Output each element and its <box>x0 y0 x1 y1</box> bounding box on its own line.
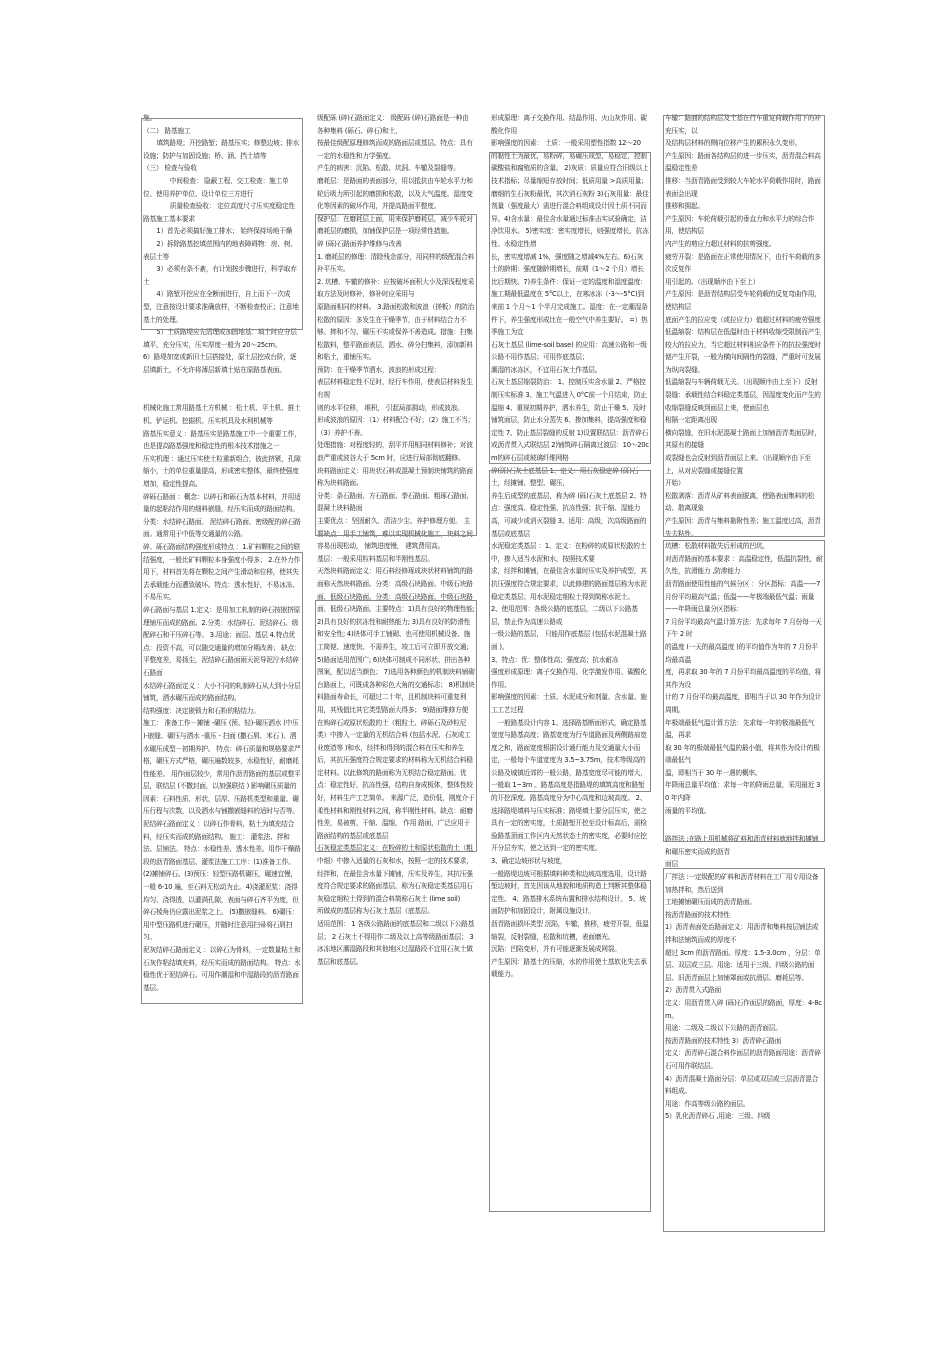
paragraph: 低温缩裂与车辆荷载无关。（出现顺序由上至下）反射裂缝：承载性结合料稳定类基层，因湿度变化而产生的收缩裂缝反映到面层上来，使面层也 <box>665 378 821 412</box>
paragraph: 2、使用范围：各级公路的底基层，二级以下公路基层，禁止作为高速公路或 <box>491 605 638 626</box>
paragraph: 推移和拥起。 <box>665 202 704 211</box>
paragraph: 底面产生的拉应变（或拉应力）值超过材料的疲劳强度 <box>665 315 821 324</box>
paragraph: 一般路堤边坡可根据填料种类和边坡高度选用，设计路堑边坡时，首先因该从地貌和地质构造上判断其整体稳定性。 4、路基排水系统布置和排水结构设计。 5、坡面防护和加固设计，附属设施设计。 <box>491 869 647 916</box>
paragraph: 车辙：路面的结构层及土基在行车重复荷载作用下的补充压实，以 <box>665 114 821 135</box>
paragraph: 开始） <box>665 479 685 488</box>
paragraph: 产生的病害：沉陷、松散、坑洞、车辙及裂缝等。 <box>317 164 460 173</box>
paragraph: 则的水平位移， 堆积， 引起局部拥动，形成波浪。 <box>317 403 464 412</box>
paragraph: 6）路堤加宽或新旧土层搭接处，原土层挖成台阶，逐层填新土，不允许将薄层新填土贴在原路基表面。 <box>143 353 297 374</box>
paragraph: 路基施工基本要求 <box>143 214 195 223</box>
paragraph: 疲劳开裂：是路面在正常使用情况下，由行车荷载的多次反复作 <box>665 252 821 274</box>
paragraph: 4）路堑开挖应在全断面进行，自上而下一次成型，注意按设计要求准确放样，不断检查校正；注意地基土的处理。 <box>143 290 299 324</box>
paragraph: 影响强度的因素：土质、水泥成分和剂量、含水量、施工工艺过程 <box>491 693 647 714</box>
paragraph: 碎砾石路面 ：概念：以碎石和砾石为基本材料，并用适量的起粘结作用的细料嵌缝，经压实而成的路面结构。 <box>143 492 301 514</box>
paragraph: 路基压实意义 ：路基压实是路基施工中一个重要工作，也是提高路基强度和稳定性的根本技术措施之一 <box>143 429 301 451</box>
paragraph: 松散的原因：多发生在干燥季节，由于材料结合力不够、摔和不匀、碾压不实或保养不善造成。措施：扫集松散料，整平路面表层，洒水、碎分扫集料，添加新料和粘土，重铺压实。 <box>317 315 473 362</box>
paragraph: 水泥稳定类基层 ：1、定义：在粉碎的或原状松散的土中，掺入适当水泥和水，按照技术要 <box>491 542 647 563</box>
paragraph: 4）沥青混凝土路面分层：单层或双层或三层沥青混合料组成。 <box>665 1074 819 1096</box>
paragraph: 按沥青路面的技术特性 3）沥青碎石路面 <box>665 1036 782 1045</box>
text-column-3 <box>491 112 649 1242</box>
paragraph: 按沥青路面的技术特性 <box>665 910 730 919</box>
paragraph: 机械化施工常用路基土方机械 ：松土机、平土机、推土机、铲运机、挖掘机、压实机具及水利机械等 <box>143 404 301 426</box>
paragraph: 对沥青路面的基本要求 ：高温稳定性，低温抗裂性，耐久性，抗滑能力 ,防渗能力 <box>665 554 823 576</box>
paragraph: 超过 3cm 的沥青路面。厚度：1.5-3.0cm ，分层：单层、双层或三层。用途：适用于三级、四级公路的面层、旧沥青面层上加铺罩面或抗滑层、磨耗层等。 <box>665 948 821 982</box>
paragraph: 形成波浪的原因：（1）材料配合不好；（2）施工不当；（3）养护不善。 <box>317 416 475 437</box>
paragraph: 年降雨总量平均值：求每一年的降雨总量，采用最近 30 年内降 <box>665 781 821 803</box>
paragraph: 1）沥青表面处治路面定义：用沥青和集料按层铺法或拌和法铺筑而成的厚度不 <box>665 923 819 944</box>
paragraph: 温，即相当于 30 年一遇的概率。 <box>665 768 762 777</box>
paragraph: 保护层：在磨耗层上面，用来保护磨耗层，减少车轮对磨耗层的磨损，加铺保护层是一项经常性措施。 <box>317 214 473 236</box>
paragraph: 横向裂缝，在旧水泥混凝土路面上加铺沥青类面层时，其原有的接缝 <box>665 428 821 450</box>
paragraph: 5）乳化沥青碎石 ,用途：三级、四级 <box>665 1112 771 1121</box>
paragraph: 面层 <box>665 860 678 869</box>
paragraph: 工地摊铺碾压而成的沥青路面。 <box>665 898 756 907</box>
paragraph: 天然块料路面定义：用石料经修琢成块状材料铺筑的路面称天然块料路面。分类：高级石块路面、中级石块路面、低级石块路面。分类：高级石块路面、中级石块路面、低级石块路面。主要特点：1)具有良好的物理性能; 2)具有良好的抗冻性和耐热能力; 3)具有良好的防滑性和安全性; 4)块体可手工铺砌、也可使用机械设备、施工简便、速度快、不需养生，竣工后可立即开放交通； 5)路面适用范围广; 6)块体可制成不同形状、拼出各种图案，配以适当颜色； 7)选用各种颜色的机制块料铺砌台路面上，可既成各种彩色大角的交通标志； 8)机制块料路面寿命长，可超过二十年，且机制块料可重复利用，其残值比其它类型路面大得多； 9)路面维修方便 <box>317 567 475 714</box>
paragraph: 取 30 年的极端最低气温的最小值，将其作为设计的极端最低气 <box>665 743 820 765</box>
paragraph: 沥青路面使用性能的气候分区 ：分区指标：高温——7 月份平均最高气温；低温——年极端最低气温；雨量——年降雨总量分区指标： <box>665 579 821 614</box>
paragraph: 计的 7 月份平均最高温度，即相当于以 30 年作为设计周期。 <box>665 693 822 714</box>
paragraph: 年极端最低气温计算方法：先求每一年的极端最低气温，再求 <box>665 718 815 740</box>
paragraph: 碎石路面与基层 1.定义：是用加工轧制的碎石按嵌挤原理铺压而成的路面。2.分类：水结碎石、泥结碎石、级配碎石和干压碎石等。 3.用途：面层、基层 4.特点优点：投资不高，可以随交通量的增加分期改善； 缺点：平整度差，易扬尘，泥结碎石路面雨天泥导泥泞水结碎石路面 <box>143 605 301 677</box>
paragraph: 厂拌法 :一定级配的矿料和沥青材料在工厂用专用设备加热拌和，然后送到 <box>665 873 819 894</box>
paragraph: 坑槽：松散材料散失后形成的凹坑。 <box>665 542 769 551</box>
paragraph: 2. 坑槽、车辙的修补：应按破坏面积大小及深浅程度采取方法及时修补，修补时应采用与 <box>317 277 475 299</box>
paragraph: 产生原因：路基土的压缩，水的作用使土基软化失去承载能力。 <box>491 957 647 979</box>
paragraph: 3）必须有条不紊，有计划按步骤进行，科学取弃土 <box>143 265 297 286</box>
paragraph: 沉陷：凹陷变形，并有可能逐渐发展成网裂。 <box>491 945 621 954</box>
paragraph: 内产生的剪应力超过材料的抗剪强度。 <box>665 239 776 248</box>
paragraph: 1）首先必须搞好施工排水； 始终保持场地干燥 <box>156 227 293 236</box>
paragraph: 2）拆除路基挖填范围内的地表障碍物：房、树、表层土等 <box>143 239 297 261</box>
paragraph: 用途：二级及二级以下公路的沥青面层。 <box>665 1024 782 1033</box>
paragraph: 定义：沥青碎石混合料作面层的沥青路面用途：沥青碎石可用作联结层。 <box>665 1049 821 1070</box>
paragraph: 原路面相同的材料。 3.路面松散和波浪（搓板）的防治 <box>317 302 475 311</box>
paragraph: 所做成的基层称为石灰土基层（底基层。 <box>317 907 434 916</box>
paragraph: 产生原因：车轮荷载引起的垂直力和水平力的综合作用，使结构层 <box>665 214 815 236</box>
paragraph: 5）土质路堤应先清理或加固地基：填土时应分层填平，充分压实，压实厚度一般为 20～25cm。 <box>143 328 297 349</box>
paragraph: 养生后成型的底基层，称为碎 (砾)石灰土底基层 2、特点：强度高、稳定性强、抗冻性强；抗干缩、湿能力高，可减少或消灭裂缝 3、适用：高级，次高级路面的基层或底基层 <box>491 491 647 538</box>
paragraph: 产生原因：是沥青结构层受车轮荷载的反复弯曲作用，使结构层 <box>665 290 821 311</box>
paragraph: 石灰土基层 (lime-soil base) 的应用：高速公路和一级公路不用作基层；可用作底基层； <box>491 340 647 362</box>
paragraph: 7 月份平均最高气温计算方法：先求每年 7 月份每一天下午 2 时 <box>665 617 822 639</box>
paragraph: 度，再求取 30 年的 7 月份平均最高温度的平均值，将其作为设 <box>665 668 822 689</box>
paragraph: 低温缩裂：结构层在低温时由于材料收缩受限制而产生较大的拉应力，当它超过材料相应条件下的抗拉强度时便产生开裂，一般为横向间隔性的裂缝，严重时可发展为纵向裂缝。 <box>665 328 821 374</box>
paragraph: 碎、砾石路面结构强度形成特点 ：1.矿料颗粒之间的联结强度，一般比矿料颗粒本身强度小得多； 2.在外力作用下，材料首先将在颗粒之间产生滑动和位移，使其失去承载能力而遭致破坏。特点：透水性好，不易冰冻、不易压实。 <box>143 543 301 602</box>
paragraph: 碎 (砾)石路面养护维修与改善 <box>317 239 402 248</box>
paragraph: 长，密实度增减 1%，强度随之增减4%左右。6)石灰土的龄期：强度随龄期增长，前期（1～2 个月）增长比后期快。7)养生条件：保证一定的温度和湿度温度：施工期最低温度在 5°C以上，在寒冰冻（-3～-5°C)到来前 1 个月～1 个半月完成施工。湿度：在一定潮湿条件下，养生强度形成比在一般空气中养生要好。 =）热季施工为宜 <box>491 252 648 337</box>
paragraph: 按最佳级配原理修筑而成的路面层或基层。特点：具有一定的水稳性和力学强度。 <box>317 139 473 160</box>
paragraph: 影响强度的因素： 土质：一般采用塑性指数 12～20 的黏性土为最优，易粉碎，易碾压成型，易稳定，控制碳酸盐和腐殖质的含量。 2)灰质：质量应符合旧级以上技术指标；尽量缩短存放时间；低质用量 >高质用量；磨细的生石灰粉最优，其次消石灰粉 3)石灰用量：最佳剂量（强度最大）需进行混合料组成设计因土质不同而异。4)含水量：最佳含水量通过标准击实试验确定，洁净饮用水。 5)密实度：密实度增长，则强度增长，抗冻性、水稳定性增 <box>491 139 649 248</box>
paragraph: 定义：用沥青贯入碎 (砾)石作面层的路面，厚度：4-8cm。 <box>665 998 822 1020</box>
paragraph: （二） 路基施工 <box>143 126 191 135</box>
paragraph: 3、特点：优：整体性高；强度高；抗水耐冻 <box>491 655 619 664</box>
paragraph: 泥灰结碎石路面定义 ：以碎石为骨料，一定数量粘土和石灰作粘结填充料，经压实而成的路面结构。 特点：水稳性优于泥结碎石。可用作潮湿和中湿路段的沥青路面基层。 <box>143 946 301 992</box>
paragraph: 或裂缝也会反射到沥青面层上来。（出现顺序由下至上，从对应裂缝或接缝位置 <box>665 454 811 475</box>
paragraph: 及结构层材料的侧向位移产生的累积永久变形。 <box>665 139 802 148</box>
paragraph: 的温度 (一天的最高温度 )的平均值作为年的 7 月份平均最高温 <box>665 642 818 664</box>
paragraph: 相隔一定距离出现 <box>665 416 717 425</box>
paragraph: 沥青路面损坏类型 沉陷，车辙，推移，疲劳开裂，低温缩裂，反射裂缝，松散和坑槽，表面磨光。 <box>491 920 649 941</box>
paragraph: 推移：当沥青路面受到较大车轮水平荷载作用时，路面表面会出现 <box>665 176 821 198</box>
paragraph: 压实机理 ：通过压实使土粒重新组合，彼此挤紧，孔隙缩小，土的单位重量提高，形成密实整体，最终使强度增加，稳定性提高。 <box>143 454 301 489</box>
text-column-4 <box>665 112 823 1242</box>
paragraph: 施。 <box>143 114 156 122</box>
paragraph: 块料路面定义：用块状石料或混凝土预制块铺筑的路面称为块料路面。 <box>317 466 473 488</box>
paragraph: 质量检查验收： 定位高度尺寸压实度稳定性 <box>169 202 295 211</box>
paragraph: 雨量的平均值。 <box>665 806 711 815</box>
paragraph: 石灰土基层缩裂防治： 1、控制压实含水量 2、严格控制压实标准 3、施工气温进入 0°C前一个月结束，防止温缩 4、重视初期养护，洒水养生，防止干燥 5、及时铺筑面层，防止水分蒸失 6、掺加集料，提高强度和稳定性 7、防止基层裂缝的反射 1)设置联结层：沥青碎石或沥青贯入式联结层 2)铺筑碎石隔离过渡层：10～20cm的碎石层或玻璃纤维网格 <box>491 378 649 463</box>
paragraph: 一般路基设计内容 1、选择路基断面形式，确定路基宽度与路基高度；路基宽度为行车道路面及两侧路肩宽度之和，路面宽度根据设计通行能力及交通量大小而定，一般每个车道宽度为 3.5~3.75m，技术等级高的公路及城镇近郊的一般公路，路基宽度尽可能的增大，一般取 1~3m 。路基高度是指路堤的填筑高度和路堑的开挖深度。路基高度分为中心高度和边坡高度。 2、选择路堤填料与压实标准；路堤填土要分层压实，使之具有一定的密实度，土质路堑开挖至设计标高后，需检验路基顶面工作区内天然状态土的密实度，必要时应挖开分层夯实，使之达到一定的密实度。 <box>491 718 647 853</box>
text-column-1 <box>143 112 301 1242</box>
paragraph: 表层材料稳定性不足时，经行车作用，使表层材料发生有规 <box>317 378 473 400</box>
paragraph: 分类：水结碎石路面、 泥结碎石路面、密级配的碎石路面。通常用于中低等交通量的公路。 <box>143 517 301 539</box>
paragraph: 基层：一般采用粒料基层和半刚性基层。 <box>317 554 434 563</box>
paragraph: 处理措施：对程度轻的，刮平并用相同材料修补；对波浪严重或波谷大于 5cm 时，应进行局部彻底翻修。 <box>317 441 473 463</box>
paragraph: 分类：条石路面、方石路面、拳石路面、粗琢石路面、混凝土块料路面 <box>317 491 473 513</box>
paragraph: 结构强度：决定嵌锁力和石粉的粘结力。 <box>143 706 260 715</box>
paragraph: 填筑路堤；开挖路堑；路基压实；修整边坡；排水设施；防护与加固设施；桥、涵、挡土墙等 <box>143 139 300 160</box>
paragraph: 用途：作高等级公路的面层。 <box>665 1099 750 1108</box>
paragraph: 级配砾 (碎)石路面定义： 级配砾 (碎)石路面是一种由各种集料 (砾石、碎石)和土， <box>317 114 469 135</box>
paragraph: 产生原因：沥青与集料黏附性差；施工温度过高，沥青失去粘性。 <box>665 517 821 538</box>
paragraph: 1. 磨耗层的修理：清除残余部分，用同样的级配混合料补平压实。 <box>317 252 475 274</box>
paragraph: 主要优点 ：坚固耐久、清洁少尘、养护修理方便。 主要缺点：用手工铺筑，难以实现机械化施工，块料之间容易出现松动， 铺筑进度慢， 建筑费用高。 <box>317 517 473 551</box>
paragraph: 强度形成原理：离子交换作用、化学激发作用、碳酸化作用、 <box>491 668 647 689</box>
paragraph: 泥结碎石路面定义 ：以碎石作骨料，粘土为填充结合料，经压实而成的路面结构。 施工： 灌浆法、拌和法、层铺法。 特点：水稳性差、透水性差。用作干燥路段的沥青路面基层、灌浆法施工工序：(1)准备工作。(2)摊铺碎石。(3)预压：轻型压路机碾压，碾速宜慢，一般 6-10 遍，至石料无松动为止。4)浇灌泥浆：浇得均匀、浇得透，以灌满孔隙，表面与碎石齐平为度，但碎石棱角仍应露出泥浆之上。 (5)撒嵌缝料。 6)碾压：用中型压路机进行碾压，并随时注意用扫帚将石屑扫匀。 <box>143 820 301 942</box>
paragraph: 求，经拌和摊铺，在最佳含水量时压实及养护成型，其抗压强度符合规定要求，以此修建的路面基层称为水泥稳定类基层；用水泥稳定细粒土得到简称水泥土。 <box>491 567 647 601</box>
paragraph: 3、确定边坡形状与坡度， <box>491 857 567 866</box>
paragraph: 2）沥青贯入式路面 <box>665 986 721 995</box>
text-column-2 <box>317 112 475 1242</box>
paragraph: 松散剥落：沥青从矿料表面脱离，使路表面集料的松动、散离现象 <box>665 491 815 513</box>
paragraph: 碎(砾)石灰土底基层 1、定义：用石灰稳定碎 (砾)石土，经摊铺、整型、碾压， <box>491 466 639 488</box>
paragraph: 一级公路的基层， 只能用作底基层 (包括水泥混凝土路面 )。 <box>491 630 647 651</box>
paragraph: 产生原因：路面各结构层的进一步压实，沥青混合料高温稳定性差 <box>665 151 821 173</box>
paragraph: 在购碎石或原状松散的土（粗粒土、碎砾石及砂粒尼类）中掺入一定量的无机结合料 (包括水泥、石灰或工业废渣等 )和水，经拌和得到的混合料在压实和养生后，其抗压强度符合规定要求的材料称为无机结合料稳定材料。以此修筑的路面称为无机结合稳定路面。优点：稳定性好，抗冻性强，结构自身成板体，整体性较好，材料生产工艺简单。 来源广泛，造价低，刚度介于柔性材料和刚性材料之间，称半刚性材料。缺点：耐磨性差，易被剪，干缩、温缩， 作用 路面，广泛应用于路面结构的基层或底基层 <box>317 718 475 840</box>
paragraph: （三） 检查与验收 <box>143 164 197 173</box>
paragraph: 水结碎石路面定义 ：大小不同的轧制碎石从大到小分层铺筑，洒水碾压而成的路面结构。 <box>143 681 301 703</box>
paragraph: 形成原理：离子交换作用、结晶作用、火山灰作用、碳酸化作用 <box>491 114 647 135</box>
paragraph: 潮湿的冰冻区，不宜用石灰土作基层。 <box>491 365 602 374</box>
paragraph: 预防：在干燥季节洒水，波浪的形成过程： <box>317 365 441 374</box>
paragraph: 路拌法 :在路上用机械将矿料和沥青材料就地拌和摊铺和碾压密实而成的沥青 <box>665 835 819 856</box>
paragraph: 中间检查： 隐蔽工程、交工检查：施工单位、使用养护单位、设计单位三方进行 <box>143 176 289 198</box>
paragraph: 用引起的。（出现顺序由下至上） <box>665 277 759 286</box>
paragraph: 磨耗层：是路面的表面部分，用以抵抗由车轮水平力和轮后吸力所引起的磨损和松散，以及大气温度、湿度变化等因素的破坏作用，并提高路面平整度。 <box>317 176 473 211</box>
paragraph: 施工： 准备工作－摊铺 -碾压 (预、轻)-碾压洒水 (中压 )-嵌缝、碾压与洒水 -重压 - 扫面 (撒石屑、米石 )、洒水碾压成型－初期养护。 特点：碎石质量和规格要求严格，碾压方式严格，碾压遍数较多，水稳性好，耐磨耗性能差。 用作面层较少，常用作沥青路面的基层或整平层，联结层 (不撒封面，以加强联结 ) 影响碾压质量的因素：石料性质、形状，层厚、压路机类型和重量、碾压行程与次数，以及洒水与铺撒嵌缝料的适时与否等。 <box>143 719 301 816</box>
paragraph: 石灰稳定类基层定义：在粉碎的土和原状松散的土（粗中细）中掺入适量的石灰和水，按照一定的技术要求，经拌和，在最佳含水量下摊铺，压实及养生，其抗压强度符合规定要求的路面基层，称为石灰稳定类基层用石灰稳定细粒土得到的混合料简称石灰土 (lime soil) <box>317 844 473 903</box>
paragraph: 适用范围： 1 各级公路路面的底基层和二级以下公路基层； 2 石灰土不得用作二级及以上高等级路面基层； 3 冰冻地区潮湿路段和其他地区过湿路段不宜用石灰土做基层和底基层。 <box>317 920 475 966</box>
